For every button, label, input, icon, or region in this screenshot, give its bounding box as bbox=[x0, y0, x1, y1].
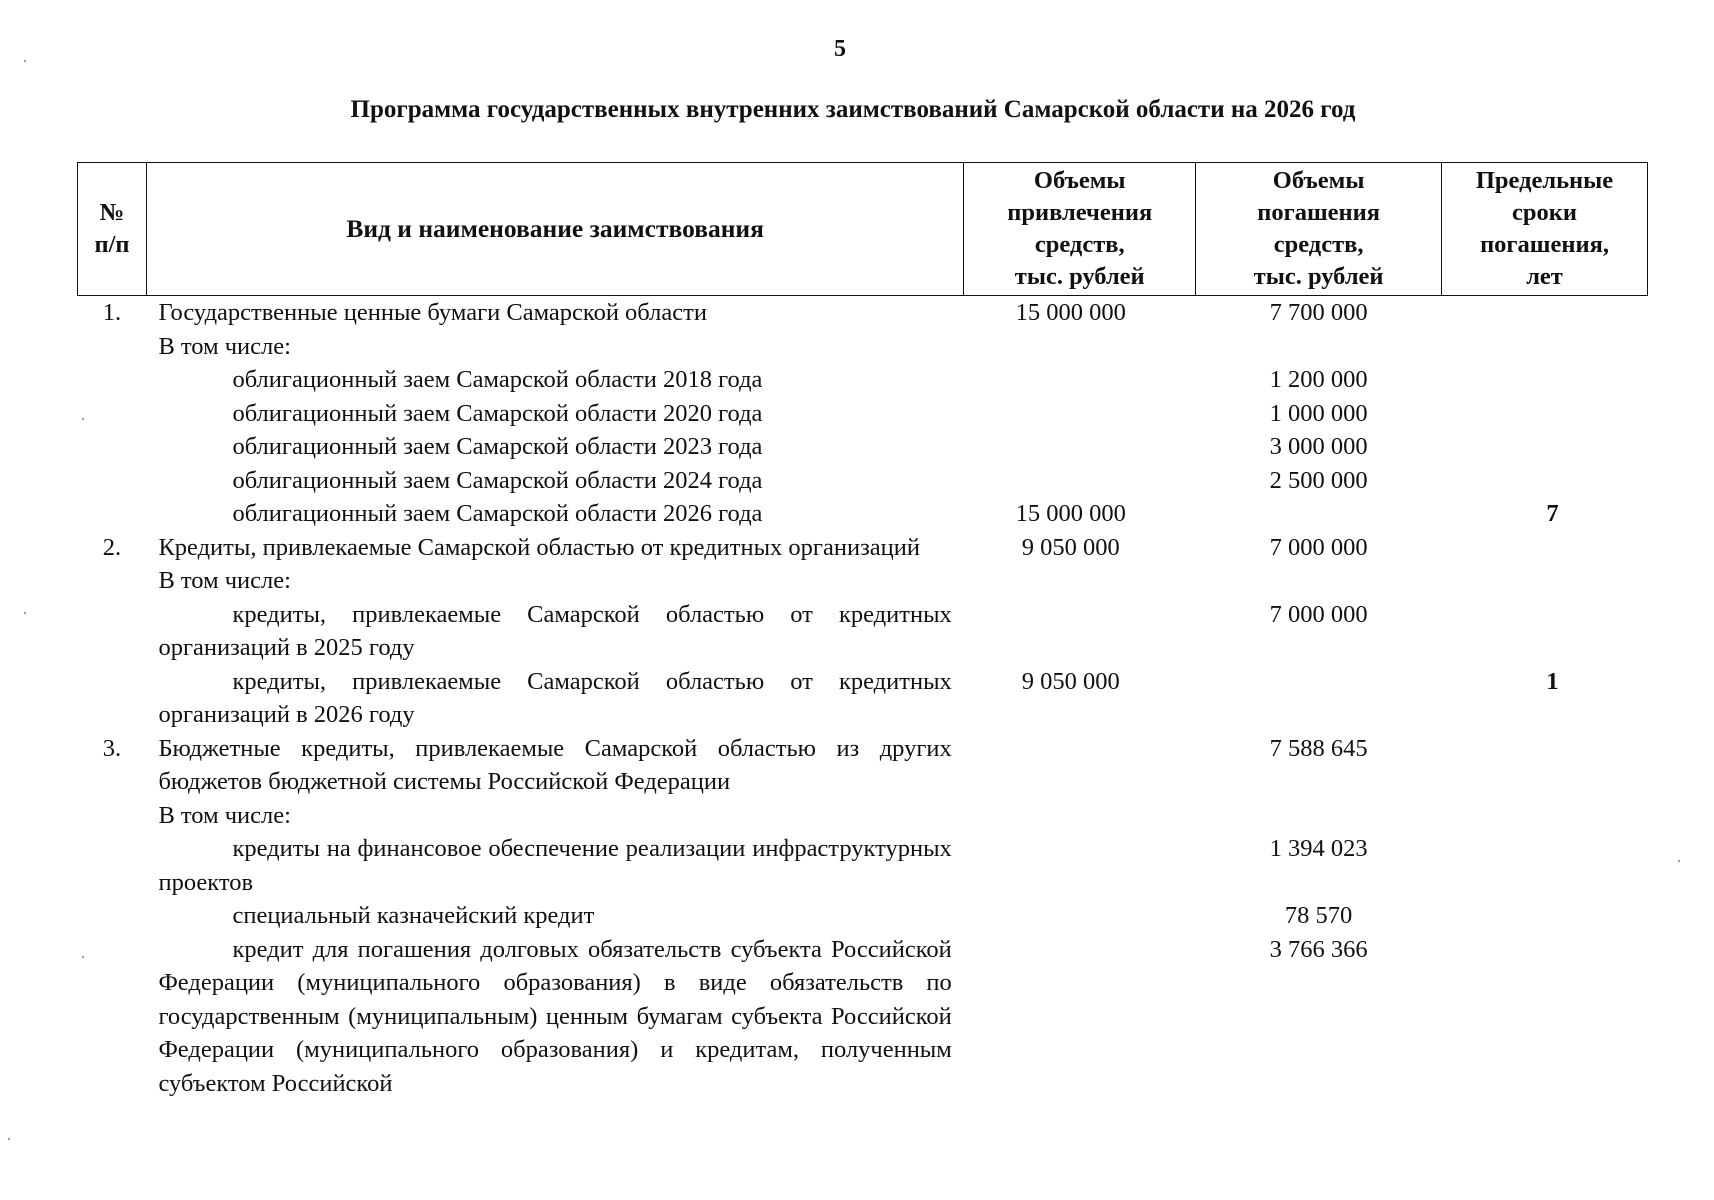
header-repay-line: тыс. рублей bbox=[1253, 263, 1384, 290]
row-attract-amount: 15 000 000 bbox=[1015, 299, 1126, 326]
row-term bbox=[1442, 430, 1648, 464]
row-term bbox=[1442, 732, 1648, 799]
table-row bbox=[78, 732, 1648, 799]
row-attract-amount: 9 050 000 bbox=[1021, 533, 1120, 561]
row-repay-amount: 1 394 023 bbox=[1269, 835, 1368, 862]
scan-speck bbox=[1678, 860, 1680, 862]
row-term bbox=[1442, 464, 1648, 498]
header-num bbox=[78, 163, 147, 296]
row-number bbox=[78, 497, 147, 531]
row-repay-amount bbox=[1196, 665, 1442, 732]
row-attract-amount bbox=[964, 330, 1196, 364]
row-attract-amount: 15 000 000 bbox=[1015, 500, 1126, 527]
header-name: Вид и наименование заимствования bbox=[146, 163, 963, 296]
row-repay-amount bbox=[1196, 330, 1442, 364]
table-row bbox=[78, 665, 1648, 732]
row-attract-amount bbox=[964, 732, 1196, 799]
row-attract-amount bbox=[964, 430, 1196, 464]
row-number: 1. bbox=[102, 299, 122, 326]
row-name: кредиты, привлекаемые Самарской областью от кредитных организаций в 2025 году bbox=[158, 600, 952, 661]
row-name: облигационный заем Самарской области 2018 года bbox=[232, 366, 763, 393]
header-repay-line: средств, bbox=[1273, 231, 1364, 258]
document-title: Программа государственных внутренних заимствований Самарской области на 2026 год bbox=[350, 96, 1356, 123]
table-row bbox=[78, 531, 1648, 565]
header-num-line: № bbox=[99, 199, 125, 226]
row-term bbox=[1442, 832, 1648, 899]
row-repay-amount bbox=[1196, 799, 1442, 833]
table-row bbox=[78, 598, 1648, 665]
row-term bbox=[1442, 531, 1648, 565]
header-term-line: лет bbox=[1526, 263, 1563, 290]
row-name: Кредиты, привлекаемые Самарской областью от кредитных организаций bbox=[158, 533, 920, 561]
row-number bbox=[78, 832, 147, 899]
row-repay-amount: 3 000 000 bbox=[1269, 433, 1368, 460]
row-name: В том числе: bbox=[158, 567, 291, 594]
header-attract-line: привлечения bbox=[1007, 199, 1153, 226]
row-attract-amount: 9 050 000 bbox=[1021, 667, 1120, 695]
row-number bbox=[78, 933, 147, 1101]
row-name: В том числе: bbox=[158, 801, 291, 829]
row-name: облигационный заем Самарской области 2023 года bbox=[232, 433, 763, 460]
scan-speck bbox=[24, 60, 26, 62]
row-repay-amount: 1 200 000 bbox=[1269, 366, 1368, 393]
table-row bbox=[78, 899, 1648, 933]
row-term bbox=[1442, 296, 1648, 330]
row-name: облигационный заем Самарской области 2020 года bbox=[232, 399, 763, 427]
header-attract-line: средств, bbox=[1034, 231, 1125, 258]
table-header bbox=[78, 163, 1648, 296]
row-attract-amount bbox=[964, 564, 1196, 598]
table-row bbox=[78, 564, 1648, 598]
row-repay-amount: 7 000 000 bbox=[1269, 533, 1368, 561]
row-term bbox=[1442, 799, 1648, 833]
row-attract-amount bbox=[964, 933, 1196, 1101]
row-attract-amount bbox=[964, 363, 1196, 397]
row-number bbox=[78, 330, 147, 364]
row-repay-amount: 2 500 000 bbox=[1269, 466, 1368, 494]
row-name: В том числе: bbox=[158, 332, 291, 360]
header-term-line: Предельные bbox=[1475, 167, 1614, 194]
row-name: Государственные ценные бумаги Самарской области bbox=[158, 299, 707, 326]
header-term-line: погашения, bbox=[1480, 231, 1609, 258]
table-row bbox=[78, 363, 1648, 397]
table-row bbox=[78, 497, 1648, 531]
header-attract bbox=[964, 163, 1196, 296]
row-number bbox=[78, 397, 147, 431]
row-name: кредит для погашения долговых обязательств субъекта Российской Федерации (муниципального образования) в виде обязательств по государственным (муниципальным) ценным бумагам субъекта Российской Федерации (муниципального образования) и кредитам, полученным субъектом Российской bbox=[158, 935, 952, 1097]
row-number bbox=[78, 665, 147, 732]
row-number bbox=[78, 363, 147, 397]
row-repay-amount: 78 570 bbox=[1284, 902, 1353, 929]
row-name: Бюджетные кредиты, привлекаемые Самарской областью из других бюджетов бюджетной системы Российской Федерации bbox=[158, 734, 952, 795]
row-term bbox=[1442, 330, 1648, 364]
row-attract-amount bbox=[964, 899, 1196, 933]
row-attract-amount bbox=[964, 832, 1196, 899]
row-repay-amount: 3 766 366 bbox=[1269, 935, 1368, 963]
header-num-line: п/п bbox=[94, 231, 130, 258]
table-row bbox=[78, 397, 1648, 431]
row-repay-amount: 1 000 000 bbox=[1269, 399, 1368, 427]
scan-speck bbox=[82, 418, 84, 420]
row-repay-amount bbox=[1196, 564, 1442, 598]
table-body bbox=[78, 296, 1648, 1101]
row-number bbox=[78, 799, 147, 833]
row-repay-amount bbox=[1196, 497, 1442, 531]
table-row bbox=[78, 799, 1648, 833]
row-name: облигационный заем Самарской области 2026 года bbox=[232, 500, 763, 527]
page-number: 5 bbox=[834, 36, 846, 62]
row-name: кредиты, привлекаемые Самарской областью от кредитных организаций в 2026 году bbox=[158, 667, 952, 728]
row-term bbox=[1442, 564, 1648, 598]
row-name: облигационный заем Самарской области 2024 года bbox=[232, 466, 763, 494]
borrowing-program-table bbox=[77, 162, 1648, 1100]
row-repay-amount: 7 700 000 bbox=[1269, 299, 1368, 326]
row-attract-amount bbox=[964, 464, 1196, 498]
header-repay-line: Объемы bbox=[1272, 167, 1365, 194]
row-attract-amount bbox=[964, 799, 1196, 833]
scan-speck bbox=[8, 1138, 10, 1140]
header-repay bbox=[1196, 163, 1442, 296]
row-term bbox=[1442, 363, 1648, 397]
row-attract-amount bbox=[964, 598, 1196, 665]
table-row bbox=[78, 330, 1648, 364]
header-attract-line: тыс. рублей bbox=[1014, 263, 1145, 290]
row-attract-amount bbox=[964, 397, 1196, 431]
row-number bbox=[78, 899, 147, 933]
row-repay-amount: 7 588 645 bbox=[1269, 734, 1368, 762]
header-term bbox=[1442, 163, 1648, 296]
row-number bbox=[78, 430, 147, 464]
row-name: кредиты на финансовое обеспечение реализации инфраструктурных проектов bbox=[158, 835, 952, 896]
row-name: специальный казначейский кредит bbox=[232, 902, 595, 929]
row-term bbox=[1442, 598, 1648, 665]
scan-speck bbox=[24, 612, 26, 614]
table-row bbox=[78, 464, 1648, 498]
row-repay-amount: 7 000 000 bbox=[1269, 600, 1368, 628]
row-number bbox=[78, 464, 147, 498]
header-repay-line: погашения bbox=[1257, 199, 1381, 226]
row-number bbox=[78, 598, 147, 665]
scan-speck bbox=[82, 956, 84, 958]
row-term bbox=[1442, 397, 1648, 431]
row-number: 3. bbox=[102, 734, 122, 762]
table-row bbox=[78, 933, 1648, 1101]
row-term: 7 bbox=[1546, 500, 1559, 527]
table-row bbox=[78, 832, 1648, 899]
row-number: 2. bbox=[102, 533, 122, 561]
row-term bbox=[1442, 899, 1648, 933]
header-term-line: сроки bbox=[1512, 199, 1578, 226]
row-term: 1 bbox=[1546, 667, 1559, 695]
row-number bbox=[78, 564, 147, 598]
row-term bbox=[1442, 933, 1648, 1101]
table-row bbox=[78, 296, 1648, 330]
header-attract-line: Объемы bbox=[1033, 167, 1126, 194]
table-row bbox=[78, 430, 1648, 464]
